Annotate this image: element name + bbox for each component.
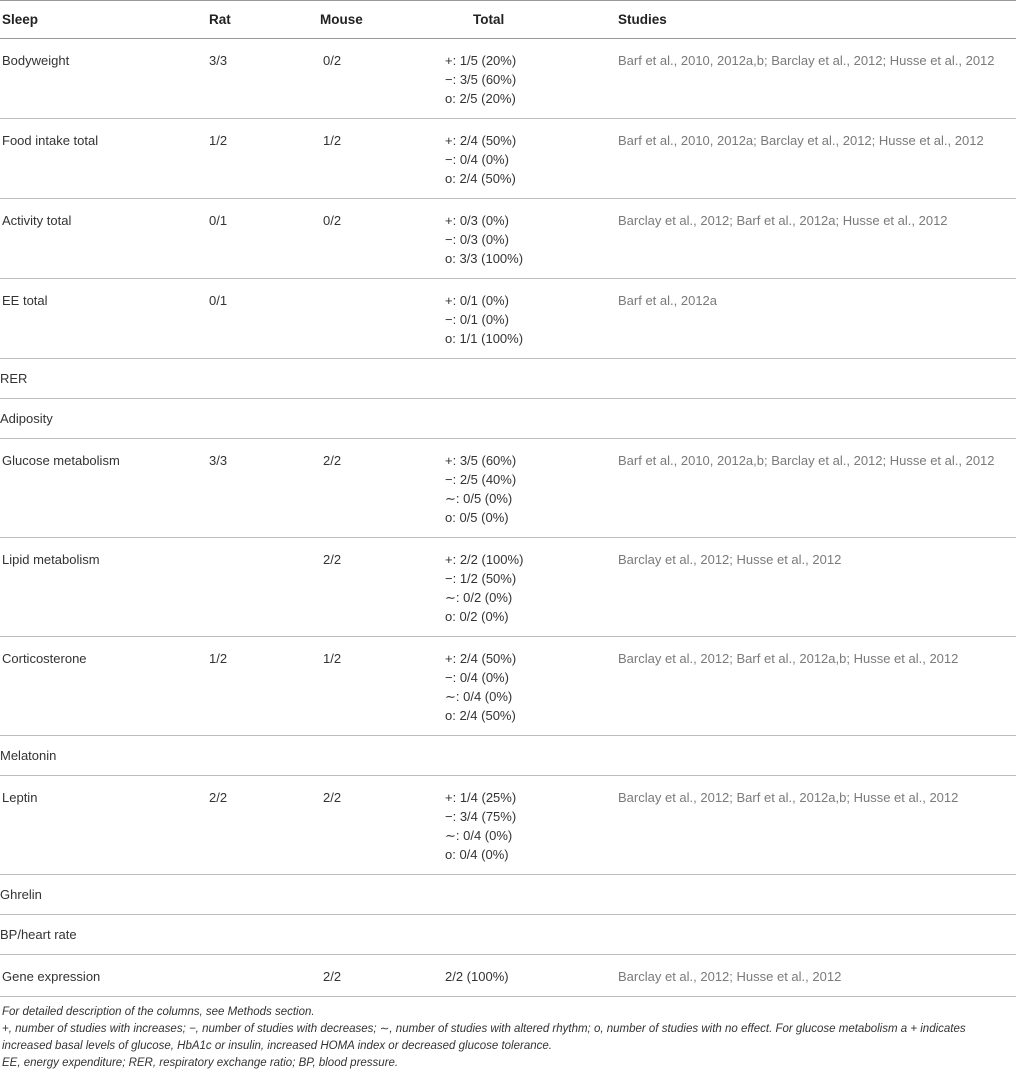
table-row: [0, 359, 1016, 399]
total-value: [416, 359, 616, 399]
total-line: ∼: 0/4 (0%): [445, 689, 513, 704]
studies-citation: Barf et al., 2010, 2012a,b; Barclay et al., 2012; Husse et al., 2012: [616, 439, 1016, 538]
table-row: [0, 279, 1016, 359]
footnote: +, number of studies with increases; −, number of studies with decreases; ∼, number of studies with altered rhythm; o, number of studies with no effect. For glucose metabolism a + indicates increased basal levels of glucose, HbA1c or insulin, increased HOMA index or decreased glucose tolerance.: [2, 1023, 966, 1052]
studies-citation: Barf et al., 2010, 2012a; Barclay et al., 2012; Husse et al., 2012: [616, 119, 1016, 199]
mouse-value: [313, 359, 416, 399]
header-rat: Rat: [207, 1, 313, 39]
total-line: +: 3/5 (60%): [445, 453, 517, 468]
row-label: Activity total: [0, 199, 207, 279]
total-line: −: 0/4 (0%): [445, 152, 509, 167]
studies-citation: [616, 399, 1016, 439]
total-line: +: 2/4 (50%): [445, 651, 517, 666]
total-value: [416, 637, 616, 736]
rat-value: 1/2: [207, 119, 313, 199]
total-line: o: 0/2 (0%): [445, 609, 509, 624]
total-value: [416, 915, 616, 955]
total-line: −: 0/4 (0%): [445, 670, 509, 685]
table-row: [0, 39, 1016, 119]
header-total: Total: [416, 1, 616, 39]
total-line: o: 3/3 (100%): [445, 251, 524, 266]
mouse-value: 2/2: [313, 538, 416, 637]
row-label: Leptin: [0, 776, 207, 875]
mouse-value: 2/2: [313, 776, 416, 875]
header-sleep: Sleep: [0, 1, 207, 39]
rat-value: [207, 399, 313, 439]
total-line: −: 0/1 (0%): [445, 312, 509, 327]
total-line: +: 1/5 (20%): [445, 53, 517, 68]
header-studies: Studies: [616, 1, 1016, 39]
footnote: EE, energy expenditure; RER, respiratory exchange ratio; BP, blood pressure.: [2, 1057, 399, 1069]
rat-value: 3/3: [207, 439, 313, 538]
total-line: −: 3/4 (75%): [445, 809, 517, 824]
table-row: [0, 399, 1016, 439]
table-row: [0, 119, 1016, 199]
total-value: [416, 875, 616, 915]
row-label: Corticosterone: [0, 637, 207, 736]
studies-citation: [616, 915, 1016, 955]
mouse-value: 2/2: [313, 439, 416, 538]
total-line: +: 2/4 (50%): [445, 133, 517, 148]
studies-citation: Barclay et al., 2012; Husse et al., 2012: [616, 538, 1016, 637]
mouse-value: [313, 399, 416, 439]
row-label: Lipid metabolism: [0, 538, 207, 637]
rat-value: [207, 359, 313, 399]
rat-value: [207, 915, 313, 955]
total-line: ∼: 0/2 (0%): [445, 590, 513, 605]
row-label: Gene expression: [0, 955, 207, 997]
table-row: [0, 776, 1016, 875]
row-label: RER: [0, 359, 207, 399]
mouse-value: [313, 736, 416, 776]
studies-citation: Barclay et al., 2012; Barf et al., 2012a,b; Husse et al., 2012: [616, 776, 1016, 875]
studies-citation: [616, 875, 1016, 915]
header-row: [0, 1, 1016, 39]
total-value: [416, 39, 616, 119]
table-row: [0, 955, 1016, 997]
studies-citation: Barf et al., 2010, 2012a,b; Barclay et al., 2012; Husse et al., 2012: [616, 39, 1016, 119]
studies-citation: Barclay et al., 2012; Barf et al., 2012a,b; Husse et al., 2012: [616, 637, 1016, 736]
total-value: [416, 199, 616, 279]
rat-value: 3/3: [207, 39, 313, 119]
total-line: ∼: 0/5 (0%): [445, 491, 513, 506]
studies-citation: Barclay et al., 2012; Barf et al., 2012a; Husse et al., 2012: [616, 199, 1016, 279]
table-row: [0, 736, 1016, 776]
total-value: [416, 538, 616, 637]
rat-value: [207, 736, 313, 776]
rat-value: 1/2: [207, 637, 313, 736]
rat-value: [207, 875, 313, 915]
total-value: [416, 439, 616, 538]
mouse-value: [313, 875, 416, 915]
rat-value: [207, 538, 313, 637]
row-label: Bodyweight: [0, 39, 207, 119]
table-row: [0, 439, 1016, 538]
total-line: 2/2 (100%): [445, 969, 509, 984]
footnote: For detailed description of the columns, see Methods section.: [2, 1006, 315, 1018]
total-line: o: 0/5 (0%): [445, 510, 509, 525]
table-body: [0, 39, 1016, 997]
table-row: [0, 915, 1016, 955]
total-line: −: 0/3 (0%): [445, 232, 509, 247]
table-footnotes: [0, 997, 1016, 1072]
row-label: Food intake total: [0, 119, 207, 199]
mouse-value: 1/2: [313, 637, 416, 736]
table-row: [0, 875, 1016, 915]
rat-value: 2/2: [207, 776, 313, 875]
table-header: [0, 1, 1016, 39]
total-line: −: 3/5 (60%): [445, 72, 517, 87]
rat-value: 0/1: [207, 279, 313, 359]
total-line: +: 0/1 (0%): [445, 293, 509, 308]
row-label: Glucose metabolism: [0, 439, 207, 538]
total-line: −: 1/2 (50%): [445, 571, 517, 586]
total-line: o: 2/4 (50%): [445, 171, 516, 186]
total-line: −: 2/5 (40%): [445, 472, 517, 487]
row-label: BP/heart rate: [0, 915, 207, 955]
mouse-value: 2/2: [313, 955, 416, 997]
total-line: +: 1/4 (25%): [445, 790, 517, 805]
total-line: o: 2/5 (20%): [445, 91, 516, 106]
table-row: [0, 538, 1016, 637]
studies-citation: [616, 736, 1016, 776]
total-line: ∼: 0/4 (0%): [445, 828, 513, 843]
studies-citation: Barf et al., 2012a: [616, 279, 1016, 359]
total-value: [416, 736, 616, 776]
table-row: [0, 199, 1016, 279]
studies-citation: [616, 359, 1016, 399]
header-mouse: Mouse: [313, 1, 416, 39]
mouse-value: [313, 915, 416, 955]
rat-value: [207, 955, 313, 997]
mouse-value: [313, 279, 416, 359]
mouse-value: 0/2: [313, 39, 416, 119]
rat-value: 0/1: [207, 199, 313, 279]
total-line: +: 2/2 (100%): [445, 552, 524, 567]
total-value: [416, 776, 616, 875]
row-label: Adiposity: [0, 399, 207, 439]
mouse-value: 0/2: [313, 199, 416, 279]
row-label: Ghrelin: [0, 875, 207, 915]
table-row: [0, 637, 1016, 736]
total-line: +: 0/3 (0%): [445, 213, 509, 228]
total-line: o: 0/4 (0%): [445, 847, 509, 862]
total-value: [416, 279, 616, 359]
total-line: o: 1/1 (100%): [445, 331, 524, 346]
row-label: Melatonin: [0, 736, 207, 776]
total-value: [416, 955, 616, 997]
total-line: o: 2/4 (50%): [445, 708, 516, 723]
total-value: [416, 119, 616, 199]
studies-citation: Barclay et al., 2012; Husse et al., 2012: [616, 955, 1016, 997]
row-label: EE total: [0, 279, 207, 359]
mouse-value: 1/2: [313, 119, 416, 199]
total-value: [416, 399, 616, 439]
